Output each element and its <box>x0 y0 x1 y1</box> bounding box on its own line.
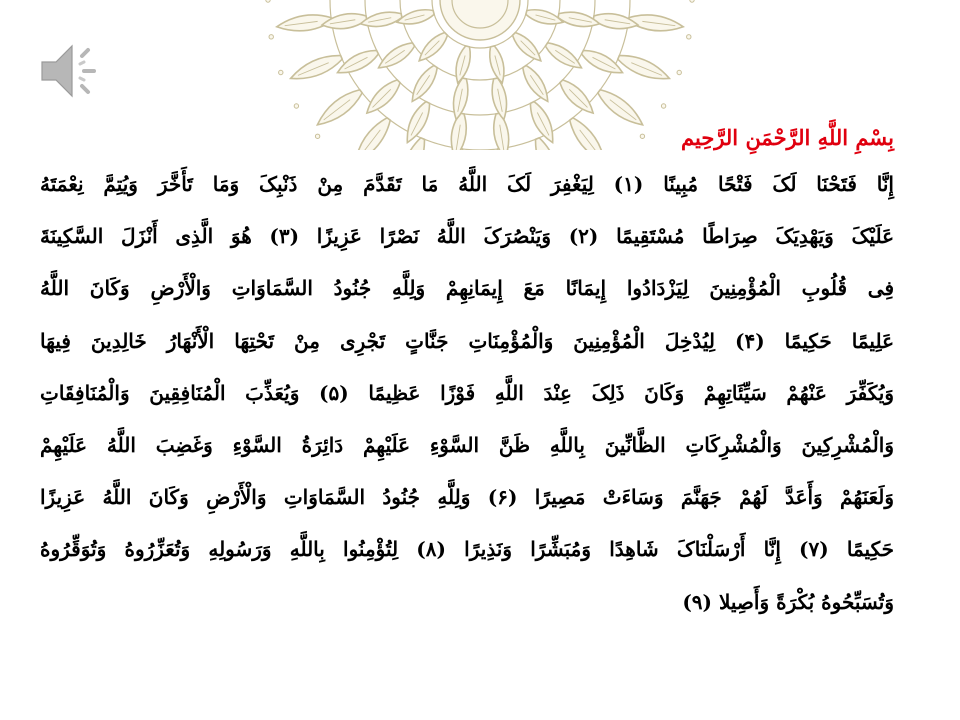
verse-line: وَالْمُشْرِکِينَ وَالْمُشْرِکَاتِ الظَّانِّينَ بِاللَّهِ ظَنَّ السَّوْءِ عَلَيْهِمْ دَائِرَةُ السَّوْءِ وَغَضِبَ اللَّهُ عَلَيْهِمْ <box>40 433 894 458</box>
verse-line: عَلِيمًا حَکِيمًا (۴) لِيُدْخِلَ الْمُؤْمِنِينَ وَالْمُؤْمِنَاتِ جَنَّاتٍ تَجْرِى مِنْ تَحْتِهَا الْأَنْهَارُ خَالِدِينَ فِيهَا <box>40 328 894 353</box>
verse-line: عَلَيْکَ وَيَهْدِيَکَ صِرَاطًا مُسْتَقِيمًا (٢) وَيَنْصُرَکَ اللَّهُ نَصْرًا عَزِيزًا (٣) هُوَ الَّذِى أَنْزَلَ السَّکِينَةَ <box>40 224 895 249</box>
verse-line: فِى قُلُوبِ الْمُؤْمِنِينَ لِيَزْدَادُوا إِيمَانًا مَعَ إِيمَانِهِمْ وَلِلَّهِ جُنُودُ السَّمَاوَاتِ وَالْأَرْضِ وَکَانَ اللَّهُ <box>40 276 894 301</box>
verse-line: وَتُسَبِّحُوهُ بُکْرَةً وَأَصِيلا (٩) <box>682 589 894 614</box>
surah-text <box>40 118 894 628</box>
speaker-icon[interactable] <box>36 40 106 102</box>
verse-line: إِنَّا فَتَحْنَا لَکَ فَتْحًا مُبِينًا (١) لِيَغْفِرَ لَکَ اللَّهُ مَا تَقَدَّمَ مِنْ ذَنْبِکَ وَمَا تَأَخَّرَ وَيُتِمَّ نِعْمَتَهُ <box>40 172 894 196</box>
bismillah-heading: بِسْمِ اللَّهِ الرَّحْمَنِ الرَّحِيم <box>681 125 894 150</box>
verse-line: وَيُکَفِّرَ عَنْهُمْ سَيِّئَاتِهِمْ وَکَانَ ذَلِکَ عِنْدَ اللَّهِ فَوْزًا عَظِيمًا (۵) وَيُعَذِّبَ الْمُنَافِقِينَ وَالْمُنَافِقَاتِ <box>40 380 895 405</box>
verse-line: وَلَعَنَهُمْ وَأَعَدَّ لَهُمْ جَهَنَّمَ وَسَاءَتْ مَصِيرًا (۶) وَلِلَّهِ جُنُودُ السَّمَاوَاتِ وَالْأَرْضِ وَکَانَ اللَّهُ عَزِيزًا <box>40 485 895 510</box>
verse-line: حَکِيمًا (٧) إِنَّا أَرْسَلْنَاکَ شَاهِدًا وَمُبَشِّرًا وَنَذِيرًا (٨) لِتُؤْمِنُوا بِاللَّهِ وَرَسُولِهِ وَتُعَزِّرُوهُ وَتُوَقِّرُوهُ <box>40 537 895 562</box>
